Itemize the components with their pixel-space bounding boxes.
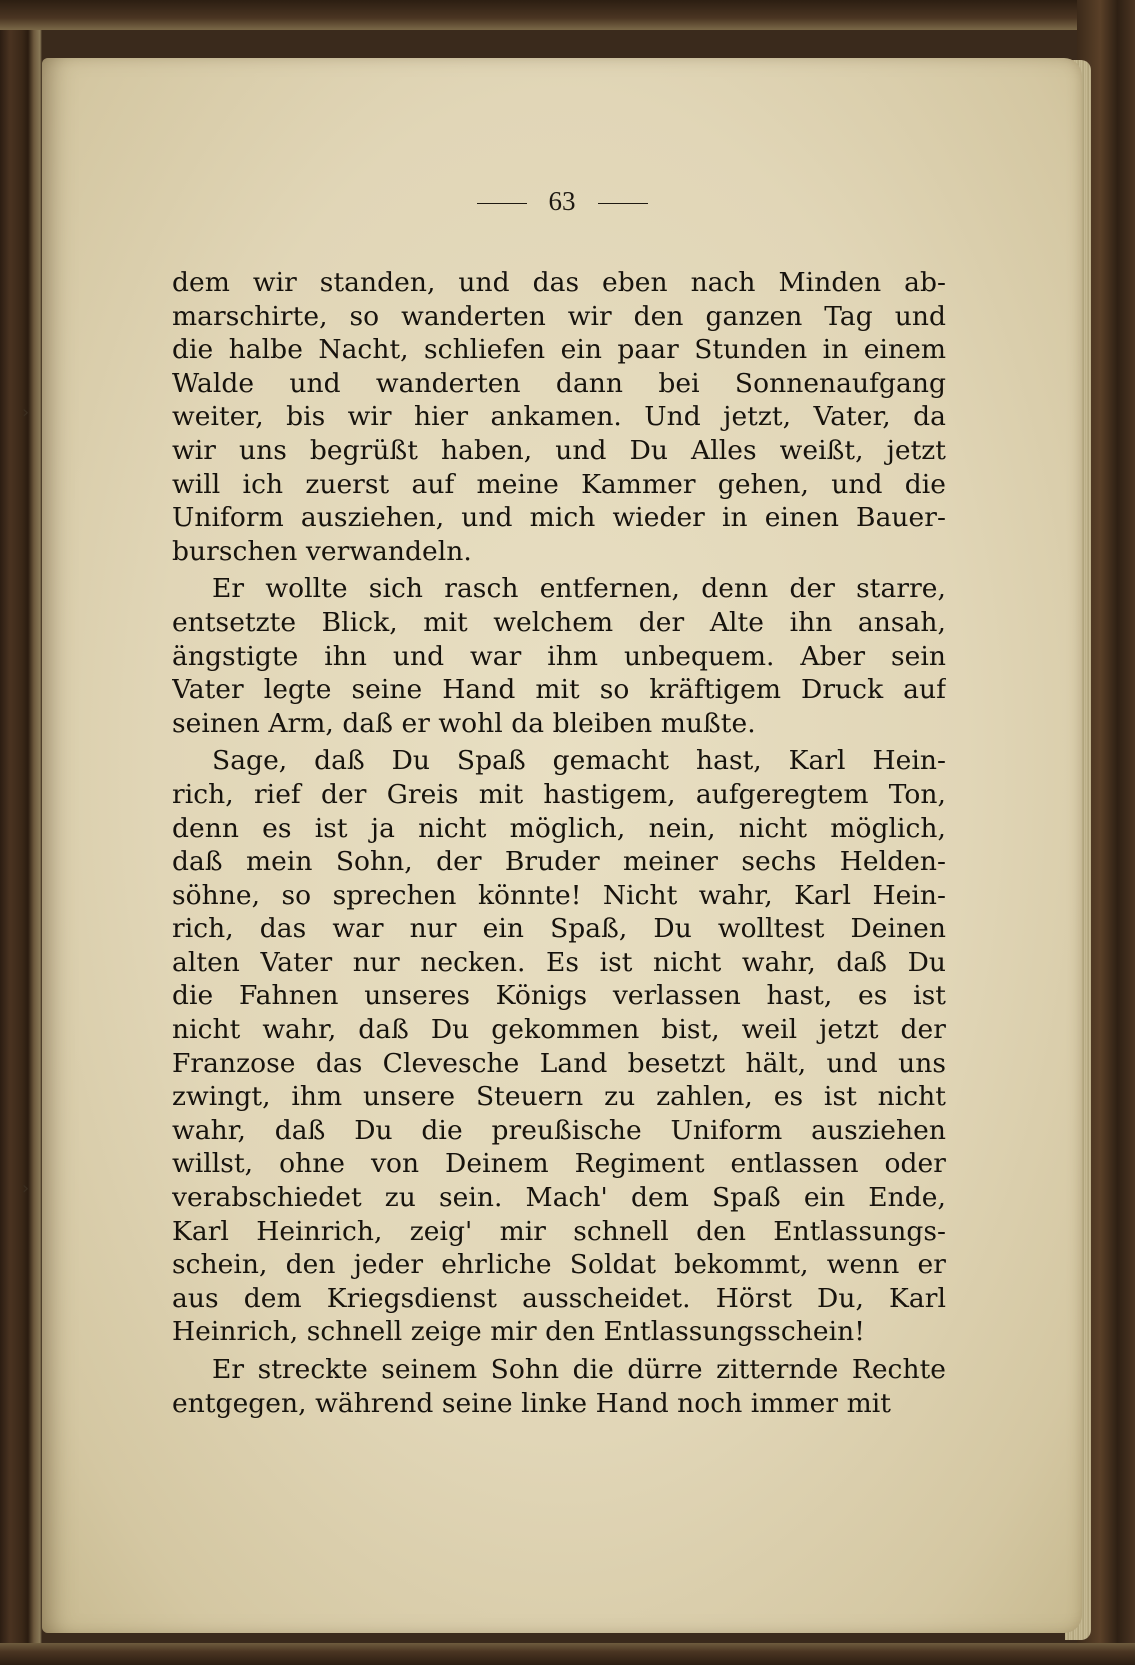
text-line: nicht wahr, daß Du gekommen bist, weil jetzt der xyxy=(172,1014,946,1046)
text-line: die halbe Nacht, schliefen ein paar Stunden in einem xyxy=(172,334,946,366)
text-line: willst, ohne von Deinem Regiment entlassen oder xyxy=(172,1148,946,1180)
text-line: seinen Arm, daß er wohl da bleiben mußte. xyxy=(172,707,756,739)
text-line: burschen verwandeln. xyxy=(172,535,472,567)
text-line: Franzose das Clevesche Land besetzt hält, und uns xyxy=(172,1047,946,1079)
header-dash-right xyxy=(598,203,648,204)
text-line: wir uns begrüßt haben, und Du Alles weißt, jetzt xyxy=(172,434,946,466)
text-line: Er streckte seinem Sohn die dürre zitternde Rechte xyxy=(212,1354,946,1385)
text-line: söhne, so sprechen könnte! Nicht wahr, Karl Hein- xyxy=(172,879,946,911)
book-page xyxy=(42,58,1082,1633)
text-line: entgegen, während seine linke Hand noch immer mit xyxy=(172,1387,891,1419)
margin-mark: › xyxy=(22,402,30,423)
page-header xyxy=(42,186,1082,217)
paragraph xyxy=(172,266,946,568)
text-line: daß mein Sohn, der Bruder meiner sechs Helden- xyxy=(172,846,946,878)
text-line: zwingt, ihm unsere Steuern zu zahlen, es ist nicht xyxy=(172,1081,946,1113)
book-cover-bottom-edge xyxy=(0,1643,1135,1665)
text-line: alten Vater nur necken. Es ist nicht wahr, daß Du xyxy=(172,946,946,978)
text-line: weiter, bis wir hier ankamen. Und jetzt, Vater, da xyxy=(172,401,946,433)
paragraph xyxy=(172,572,946,740)
text-line: verabschiedet zu sein. Mach' dem Spaß ein Ende, xyxy=(172,1182,946,1214)
body-text xyxy=(172,266,946,1424)
paragraph xyxy=(172,744,946,1349)
text-line: die Fahnen unseres Königs verlassen hast, es ist xyxy=(172,980,946,1012)
text-line: aus dem Kriegsdienst ausscheidet. Hörst Du, Karl xyxy=(172,1282,946,1314)
text-line: marschirte, so wanderten wir den ganzen Tag und xyxy=(172,300,946,332)
paragraph xyxy=(172,1353,946,1420)
text-line: rich, rief der Greis mit hastigem, aufgeregtem Ton, xyxy=(172,778,946,810)
margin-mark: › xyxy=(22,1178,30,1199)
text-line: Walde und wanderten dann bei Sonnenaufgang xyxy=(172,367,946,399)
text-line: will ich zuerst auf meine Kammer gehen, und die xyxy=(172,468,946,500)
text-line: wahr, daß Du die preußische Uniform ausziehen xyxy=(172,1114,946,1146)
page-number: 63 xyxy=(548,186,576,216)
text-line: Uniform ausziehen, und mich wieder in einen Bauer- xyxy=(172,502,946,534)
text-line: Karl Heinrich, zeig' mir schnell den Entlassungs- xyxy=(172,1215,946,1247)
header-dash-left xyxy=(477,203,527,204)
text-line: dem wir standen, und das eben nach Minden ab- xyxy=(172,267,946,298)
book-cover-top-edge xyxy=(0,0,1135,30)
text-line: Heinrich, schnell zeige mir den Entlassungsschein! xyxy=(172,1316,866,1348)
text-line: schein, den jeder ehrliche Soldat bekommt, wenn er xyxy=(172,1249,946,1281)
text-line: Sage, daß Du Spaß gemacht hast, Karl Hein- xyxy=(212,745,946,777)
text-line: Er wollte sich rasch entfernen, denn der starre, xyxy=(212,573,946,605)
text-line: rich, das war nur ein Spaß, Du wolltest Deinen xyxy=(172,913,946,945)
text-line: ängstigte ihn und war ihm unbequem. Aber sein xyxy=(172,640,946,672)
text-line: entsetzte Blick, mit welchem der Alte ihn ansah, xyxy=(172,606,946,638)
text-line: Vater legte seine Hand mit so kräftigem Druck auf xyxy=(172,674,946,706)
text-line: denn es ist ja nicht möglich, nein, nicht möglich, xyxy=(172,812,946,844)
